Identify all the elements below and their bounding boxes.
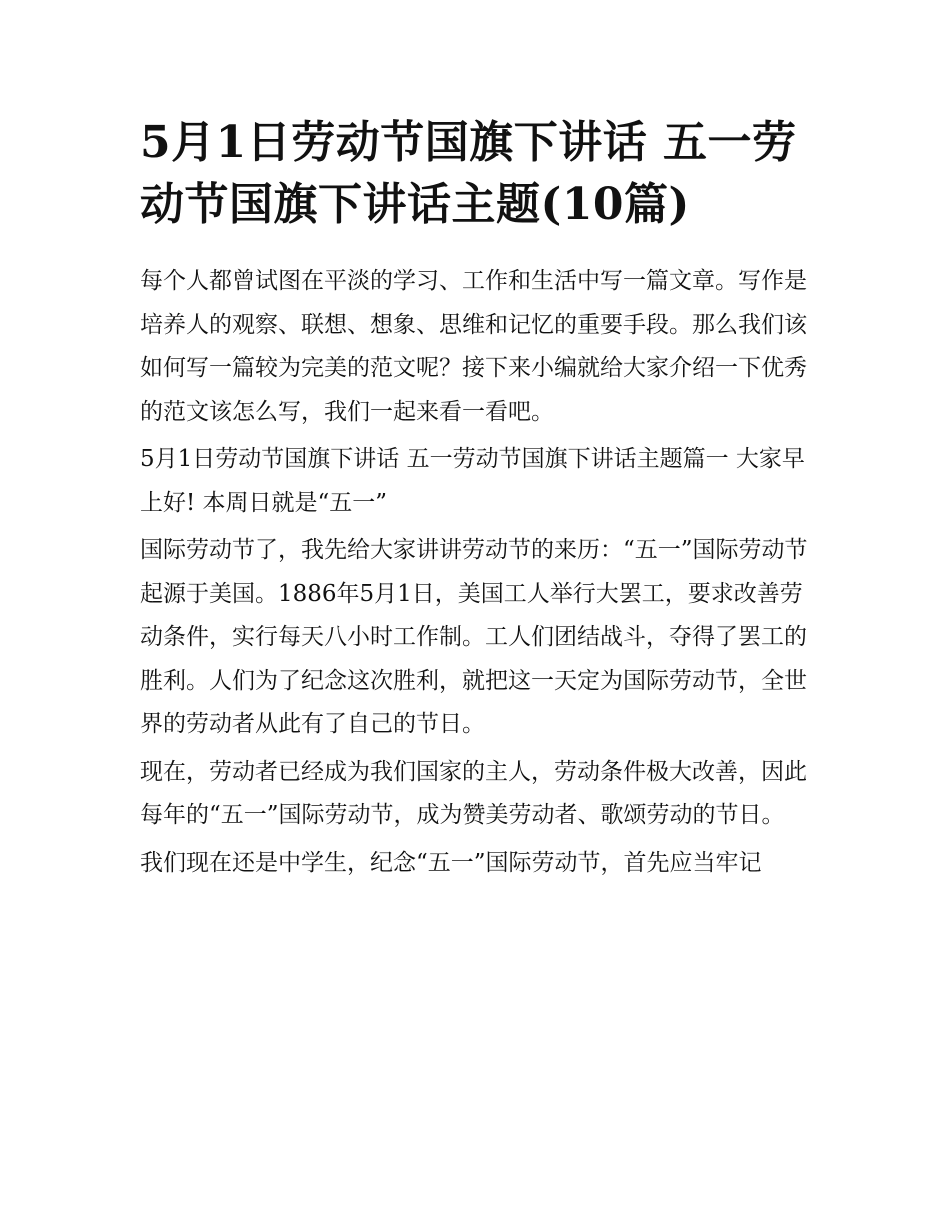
- paragraph-present: 现在，劳动者已经成为我们国家的主人，劳动条件极大改善，因此每年的“五一”国际劳动节，成为赞美劳动者、歌颂劳动的节日。: [140, 758, 807, 828]
- paragraph-history: 国际劳动节了，我先给大家讲讲劳动节的来历：“五一”国际劳动节起源于美国。1886年5月1日，美国工人举行大罢工，要求改善劳动条件，实行每天八小时工作制。工人们团结战斗，夺得了罢工的胜利。人们为了纪念这次胜利，就把这一天定为国际劳动节，全世界的劳动者从此有了自己的节日。: [140, 537, 808, 737]
- paragraph-students: 我们现在还是中学生，纪念“五一”国际劳动节，首先应当牢记: [140, 849, 762, 876]
- document-page: [140, 112, 812, 885]
- paragraph-intro: 每个人都曾试图在平淡的学习、工作和生活中写一篇文章。写作是培养人的观察、联想、想象、思维和记忆的重要手段。那么我们该如何写一篇较为完美的范文呢？接下来小编就给大家介绍一下优秀的范文该怎么写，我们一起来看一看吧。: [140, 268, 807, 425]
- paragraph-speech-opening: 5月1日劳动节国旗下讲话 五一劳动节国旗下讲话主题篇一 大家早上好! 本周日就是“五一”: [140, 446, 805, 516]
- document-title: 5月1日劳动节国旗下讲话 五一劳动节国旗下讲话主题(10篇): [140, 117, 797, 230]
